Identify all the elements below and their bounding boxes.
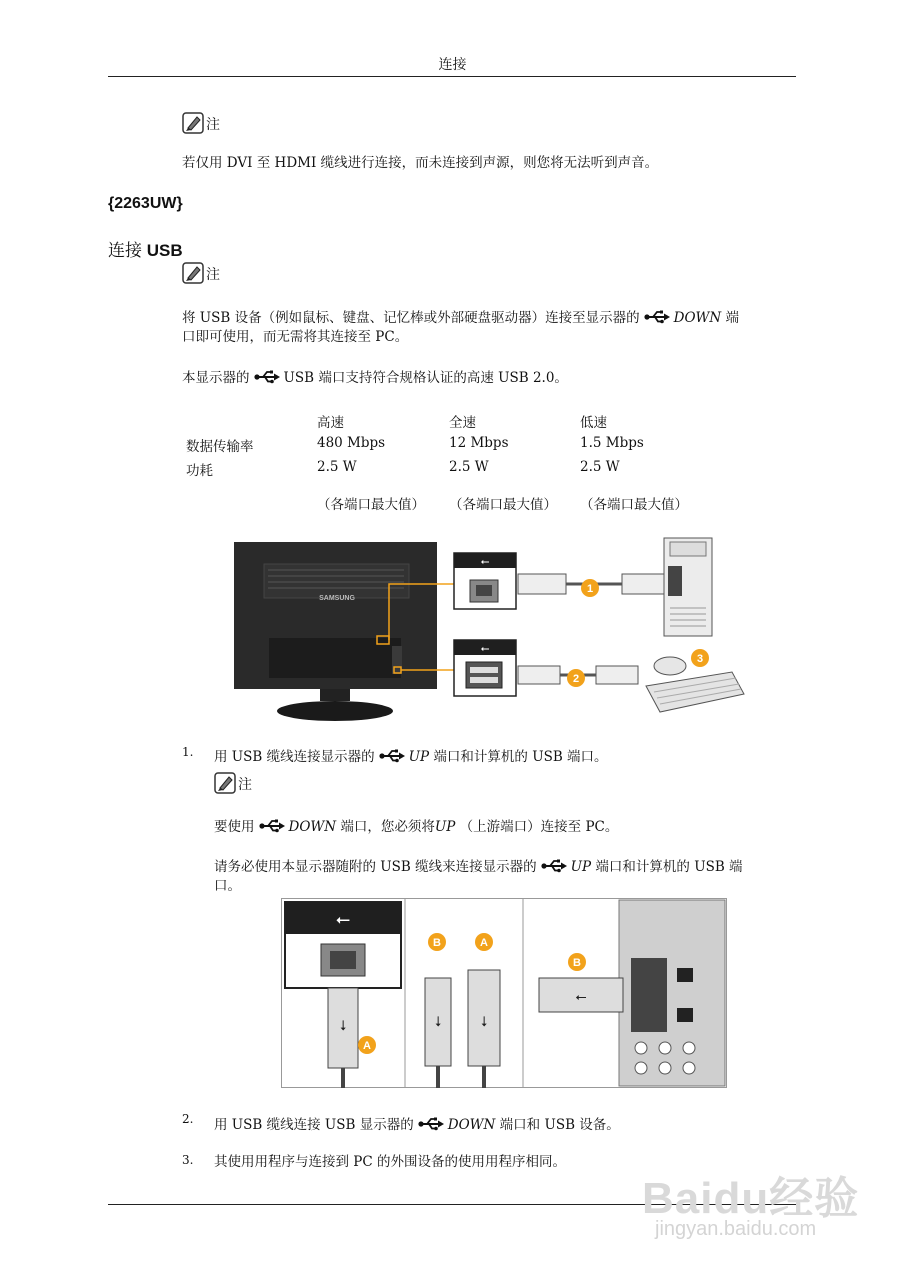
step1-note1-text-c: （上游端口）连接至 PC。	[459, 819, 619, 835]
svg-text:⭠: ⭠	[575, 989, 587, 1005]
page-header-title: 连接	[438, 57, 467, 73]
step-badge-label: 1	[586, 583, 594, 595]
connector-badge-label: A	[363, 1040, 371, 1052]
step1-note2-text-a: 请务必使用本显示器随附的 USB 缆线来连接显示器的	[214, 859, 537, 875]
connector-badge-label: B	[573, 957, 581, 969]
usb-spec-table	[186, 411, 710, 517]
step1-note1-text	[214, 818, 618, 837]
dvi-note-text: 若仅用 DVI 至 HDMI 缆线进行连接，而未连接到声源，则您将无法听到声音。	[182, 155, 659, 171]
header-rule	[108, 76, 796, 77]
usb-cable-figure	[281, 898, 727, 1088]
table-cell	[186, 483, 317, 517]
table-row	[186, 435, 710, 459]
note-pencil-icon	[214, 772, 236, 794]
svg-text:⭣: ⭣	[339, 1018, 347, 1034]
up-port-label: UP	[570, 859, 592, 875]
step1-note2-text	[214, 858, 796, 896]
note-pencil-icon	[182, 262, 204, 284]
table-row	[186, 459, 710, 483]
usb-icon	[259, 819, 285, 833]
step1-text-b: 端口和计算机的 USB 端口。	[433, 749, 608, 765]
table-header-cell	[186, 411, 317, 435]
table-cell: 数据传输率	[186, 439, 254, 455]
connector-badge-label: B	[433, 937, 441, 949]
step1-text	[214, 748, 608, 767]
usb-icon	[379, 749, 405, 763]
usb-connection-figure	[232, 536, 762, 726]
step2-text	[214, 1116, 620, 1135]
step1-text-a: 用 USB 缆线连接显示器的	[214, 749, 375, 765]
svg-text:⭣: ⭣	[434, 1014, 442, 1030]
down-port-label: DOWN	[673, 310, 722, 326]
usb-note-text-c: 口即可使用，而无需将其连接至 PC。	[182, 329, 409, 345]
table-cell: 2.5 W	[449, 459, 489, 475]
section-heading-prefix: 连接	[108, 241, 147, 260]
note-block	[214, 772, 252, 794]
note-label: 注	[206, 117, 220, 133]
usb-icon: ⭠	[480, 555, 490, 568]
down-port-label: DOWN	[288, 819, 337, 835]
table-cell: （各端口最大值）	[449, 497, 557, 513]
usb-icon	[644, 310, 670, 324]
note-block	[182, 262, 220, 284]
step-badge-label: 2	[572, 673, 580, 685]
model-heading: {2263UW}	[108, 195, 183, 212]
table-cell: 12 Mbps	[449, 435, 509, 451]
usb-icon	[418, 1117, 444, 1131]
usb-note-text-b: 端	[725, 310, 740, 326]
step-number: 3.	[182, 1153, 194, 1167]
note-pencil-icon	[182, 112, 204, 134]
table-cell: （各端口最大值）	[580, 497, 688, 513]
table-header-row	[186, 411, 710, 435]
note-label: 注	[238, 777, 252, 793]
table-cell: （各端口最大值）	[317, 497, 425, 513]
note-block	[182, 112, 220, 134]
usb-icon: ⭠	[335, 909, 351, 930]
table-cell: 功耗	[186, 463, 213, 479]
table-cell: 480 Mbps	[317, 435, 386, 451]
mouse	[654, 657, 686, 675]
table-header-cell: 全速	[449, 415, 476, 431]
step1-note2-text-c: 口。	[214, 878, 241, 894]
table-header-cell: 高速	[317, 415, 344, 431]
note-label: 注	[206, 267, 220, 283]
table-cell: 2.5 W	[580, 459, 620, 475]
table-cell: 1.5 Mbps	[580, 435, 644, 451]
usb-note-text-a: 将 USB 设备（例如鼠标、键盘、记忆棒或外部硬盘驱动器）连接至显示器的	[182, 310, 640, 326]
step3-text: 其使用用程序与连接到 PC 的外围设备的使用用程序相同。	[214, 1154, 566, 1170]
usb-support-text-a: 本显示器的	[182, 370, 250, 386]
step1-note1-text-b: 端口，您必须将	[340, 819, 435, 835]
step2-text-b: 端口和 USB 设备。	[499, 1117, 620, 1133]
table-footer-row	[186, 483, 710, 517]
svg-text:⭣: ⭣	[480, 1014, 488, 1030]
baidu-watermark-url: jingyan.baidu.com	[655, 1218, 817, 1240]
usb-note-text	[182, 309, 796, 347]
table-cell: 2.5 W	[317, 459, 357, 475]
step-number: 1.	[182, 745, 194, 759]
usb-support-text	[182, 369, 568, 388]
section-heading-bold: USB	[146, 241, 183, 260]
table-header-cell: 低速	[580, 415, 607, 431]
up-port-label: UP	[434, 819, 456, 835]
step-badge-label: 3	[696, 653, 704, 665]
connector-badge-label: A	[480, 937, 488, 949]
usb-support-text-b: USB 端口支持符合规格认证的高速 USB 2.0。	[283, 370, 568, 386]
usb-icon	[541, 859, 567, 873]
section-heading	[108, 236, 183, 261]
usb-icon: ⭠	[480, 642, 490, 655]
step1-note1-text-a: 要使用	[214, 819, 255, 835]
step-number: 2.	[182, 1112, 194, 1126]
usb-icon	[254, 370, 280, 384]
monitor-stand	[277, 701, 393, 721]
step1-note2-text-b: 端口和计算机的 USB 端	[595, 859, 743, 875]
step2-text-a: 用 USB 缆线连接 USB 显示器的	[214, 1117, 414, 1133]
up-port-label: UP	[408, 749, 430, 765]
baidu-watermark-logo: Baidu经验	[642, 1174, 860, 1223]
down-port-label: DOWN	[447, 1117, 496, 1133]
monitor-brand-label: SAMSUNG	[319, 595, 355, 602]
